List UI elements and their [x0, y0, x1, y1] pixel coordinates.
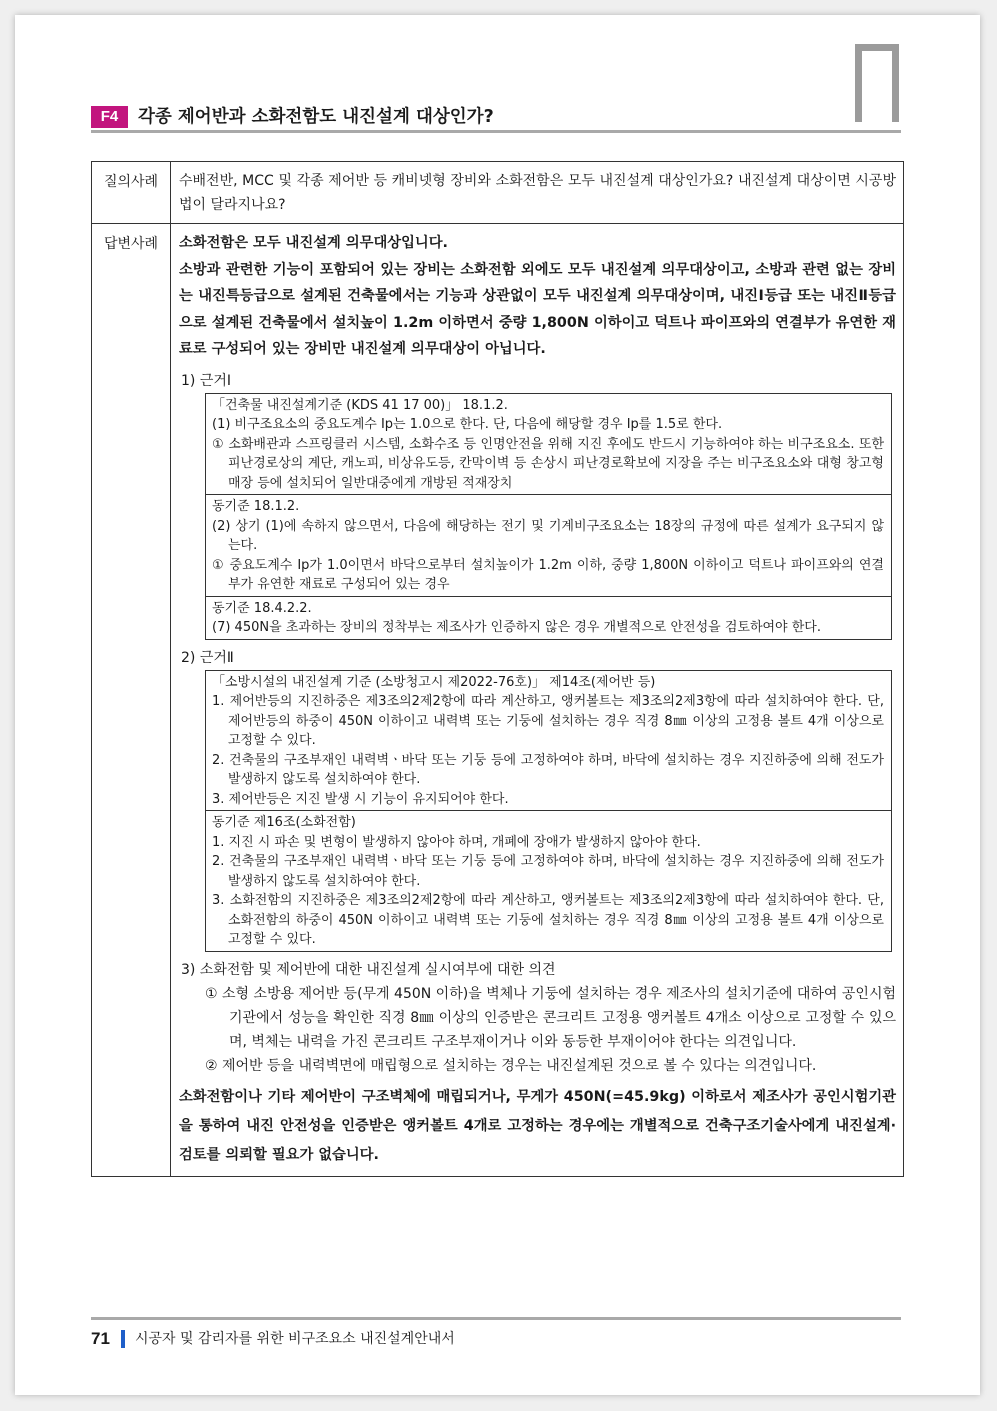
question-row [92, 162, 904, 224]
title-divider [91, 130, 901, 133]
basis2-part2-item: 1. 지진 시 파손 및 변형이 발생하지 않아야 하며, 개폐에 장애가 발생하지 않아야 한다. [212, 834, 701, 850]
answer-label: 답변사례 [92, 224, 171, 1177]
footer-divider [91, 1317, 901, 1320]
basis2-part-2 [206, 810, 891, 951]
basis2-heading: 2) 근거Ⅱ [181, 649, 234, 666]
basis1-part1-title: 「건축물 내진설계기준 (KDS 41 17 00)」 18.1.2. [212, 397, 508, 413]
basis1-heading: 1) 근거Ⅰ [181, 372, 231, 389]
basis1-part2-item: (2) 상기 (1)에 속하지 않으면서, 다음에 해당하는 전기 및 기계비구조요소는 18장의 규정에 따른 설계가 요구되지 않는다. [212, 518, 884, 553]
answer-row [92, 224, 904, 1177]
footer-accent-bar [121, 1330, 125, 1348]
question-text: 수배전반, MCC 및 각종 제어반 등 캐비넷형 장비와 소화전함은 모두 내진설계 대상인가요? 내진설계 대상이면 시공방법이 달라지나요? [171, 162, 904, 224]
answer-explanation: 소방과 관련한 기능이 포함되어 있는 장비는 소화전함 외에도 모두 내진설계 의무대상이고, 소방과 관련 없는 장비는 내진특등급으로 설계된 건축물에서는 기능과 상관없이 모두 내진설계 의무대상이며, 내진Ⅰ등급 또는 내진Ⅱ등급으로 설계된 건축물에서 설치높이 1.2m 이하면서 중량 1,800N 이하이고 덕트나 파이프와의 연결부가 유연한 재료로 구성되어 있는 장비만 내진설계 의무대상이 아닙니다. [179, 261, 896, 357]
basis2-part2-title: 동기준 제16조(소화전함) [212, 815, 356, 830]
book-title: 시공자 및 감리자를 위한 비구조요소 내진설계안내서 [135, 1331, 455, 1347]
basis1-part-2 [206, 494, 891, 596]
basis1-part2-sub: ① 중요도계수 Ip가 1.0이면서 바닥으로부터 설치높이가 1.2m 이하, 중량 1,800N 이하이고 덕트나 파이프와의 연결부가 유연한 재료로 구성되어 있는 경우 [212, 557, 884, 592]
opinion-heading: 3) 소화전함 및 제어반에 대한 내진설계 실시여부에 대한 의견 [181, 961, 556, 978]
basis2-part1-item: 3. 제어반등은 지진 발생 시 기능이 유지되어야 한다. [212, 791, 509, 807]
basis1-box [205, 393, 892, 640]
section-header [91, 104, 903, 130]
answer-cell [171, 224, 904, 1177]
basis2-box [205, 670, 892, 952]
basis2-part2-item: 2. 건축물의 구조부재인 내력벽ㆍ바닥 또는 기둥 등에 고정하여야 하며, 바닥에 설치하는 경우 지진하중에 의해 전도가 발생하지 않도록 설치하여야 한다. [212, 854, 884, 889]
question-label: 질의사례 [92, 162, 171, 224]
basis2-part2-item: 3. 소화전함의 지진하중은 제3조의2제2항에 따라 계산하고, 앵커볼트는 제3조의2제3항에 따라 설치하여야 한다. 단, 소화전함의 하중이 450N 이하이고 내력벽 또는 기둥에 설치하는 경우 직경 8㎜ 이상의 고정용 볼트 4개 이상으로 고정할 수 있다. [212, 893, 884, 947]
basis1-part3-item: (7) 450N을 초과하는 장비의 정착부는 제조사가 인증하지 않은 경우 개별적으로 안전성을 검토하여야 한다. [212, 620, 821, 635]
page-number: 71 [91, 1329, 110, 1348]
section-badge: F4 [91, 106, 128, 128]
basis2-part1-title: 「소방시설의 내진설계 기준 (소방청고시 제2022-76호)」 제14조(제어반 등) [212, 674, 656, 690]
basis1-part-1 [206, 394, 891, 495]
qa-table [91, 161, 904, 1177]
answer-conclusion: 소화전함이나 기타 제어반이 구조벽체에 매립되거나, 무게가 450N(=45.9kg) 이하로서 제조사가 공인시험기관을 통하여 내진 안전성을 인증받은 앵커볼트 4개로 고정하는 경우에는 개별적으로 건축구조기술사에게 내진설계·검토를 의뢰할 필요가 없습니다. [179, 1088, 896, 1163]
opinion-item: ② 제어반 등을 내력벽면에 매립형으로 설치하는 경우는 내진설계된 것으로 볼 수 있다는 의견입니다. [205, 1057, 817, 1074]
basis2-part1-item: 1. 제어반등의 지진하중은 제3조의2제2항에 따라 계산하고, 앵커볼트는 제3조의2제3항에 따라 설치하여야 한다. 단, 제어반등의 하중이 450N 이하이고 내력벽 또는 기둥에 설치하는 경우 직경 8㎜ 이상의 고정용 볼트 4개 이상으로 고정할 수 있다. [212, 694, 884, 748]
basis1-part3-title: 동기준 18.4.2.2. [212, 600, 312, 616]
basis1-part2-title: 동기준 18.1.2. [212, 499, 300, 514]
basis1-part1-sub: ① 소화배관과 스프링클러 시스템, 소화수조 등 인명안전을 위해 지진 후에도 반드시 기능하여야 하는 비구조요소. 또한 피난경로상의 계단, 캐노피, 비상유도등, 칸막이벽 등 손상시 피난경로확보에 지장을 주는 비구조요소와 대형 창고형 매장 등에 설치되어 일반대중에게 개방된 적재장치 [212, 436, 884, 491]
basis2-part-1 [206, 671, 891, 811]
answer-summary: 소화전함은 모두 내진설계 의무대상입니다. [179, 235, 448, 251]
opinion-item: ① 소형 소방용 제어반 등(무게 450N 이하)을 벽체나 기둥에 설치하는 경우 제조사의 설치기준에 대하여 공인시험기관에서 성능을 확인한 직경 8㎜ 이상의 인증받은 콘크리트 고정용 앵커볼트 4개소 이상으로 고정할 수 있으며, 벽체는 내력을 가진 콘크리트 구조부재이거나 이와 동등한 부재이어야 한다는 의견입니다. [205, 985, 896, 1050]
page-title: 각종 제어반과 소화전함도 내진설계 대상인가? [138, 107, 494, 127]
basis1-part-3 [206, 596, 891, 639]
basis2-part1-item: 2. 건축물의 구조부재인 내력벽ㆍ바닥 또는 기둥 등에 고정하여야 하며, 바닥에 설치하는 경우 지진하중에 의해 전도가 발생하지 않도록 설치하여야 한다. [212, 752, 884, 787]
basis1-part1-item: (1) 비구조요소의 중요도계수 Ip는 1.0으로 한다. 단, 다음에 해당할 경우 Ip를 1.5로 한다. [212, 417, 723, 432]
